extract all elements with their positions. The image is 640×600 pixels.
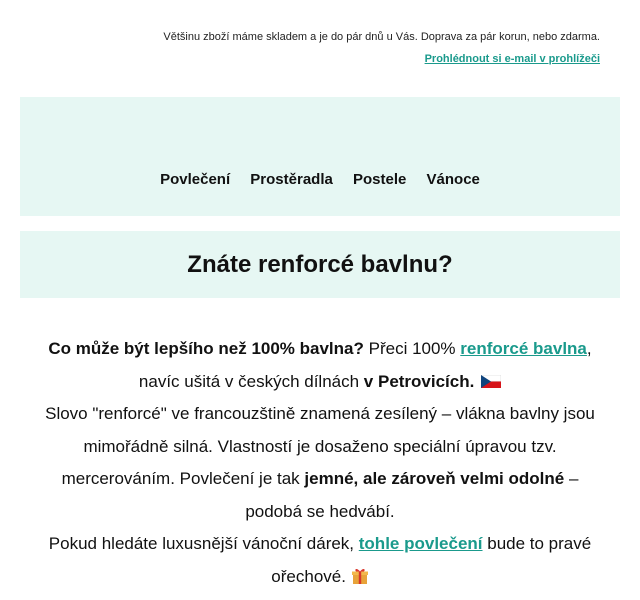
- czech-flag-icon: [481, 375, 501, 388]
- nav-item-povleceni[interactable]: Povlečení: [160, 171, 231, 188]
- soft-durable-highlight: jemné, ale zároveň velmi odolné: [304, 469, 565, 488]
- tohle-povleceni-link[interactable]: tohle povlečení: [358, 534, 483, 553]
- nav-item-vanoce[interactable]: Vánoce: [426, 171, 480, 188]
- nav-item-prosteradla[interactable]: Prostěradla: [250, 171, 333, 188]
- intro-question: Co může být lepšího než 100% bavlna?: [48, 339, 364, 358]
- preheader: [40, 30, 600, 66]
- gift-icon: [351, 567, 369, 585]
- nav-item-postele[interactable]: Postele: [353, 171, 407, 188]
- heading-panel: [20, 231, 620, 298]
- body-text-segment: bude to pravé ořechové.: [271, 534, 592, 586]
- renforce-bavlna-link[interactable]: renforcé bavlna: [460, 339, 587, 358]
- article-body: [36, 333, 604, 593]
- stock-shipping-notice: Většinu zboží máme skladem a je do pár dnů u Vás. Doprava za pár korun, nebo zdarma.: [163, 31, 600, 43]
- body-text-segment: Pokud hledáte luxusnější vánoční dárek,: [48, 534, 359, 553]
- body-text-segment: Slovo "renforcé" ve francouzštině znamená zesílený – vlákna bavlny jsou mimořádně silná. Vlastností je dosaženo speciální úpravou tzv. mercerováním. Povlečení je tak: [45, 404, 595, 488]
- page-title: Znáte renforcé bavlnu?: [187, 250, 453, 278]
- body-text-segment: Přeci 100%: [363, 339, 461, 358]
- body-text-segment: – podobá se hedvábí.: [245, 469, 579, 521]
- main-nav: [20, 171, 620, 188]
- body-text-segment: , navíc ušitá v českých dílnách: [138, 339, 592, 391]
- view-in-browser-link[interactable]: Prohlédnout si e-mail v prohlížeči: [424, 53, 600, 65]
- petrovice-location: v Petrovicích.: [363, 371, 475, 391]
- header-nav-panel: [20, 97, 620, 216]
